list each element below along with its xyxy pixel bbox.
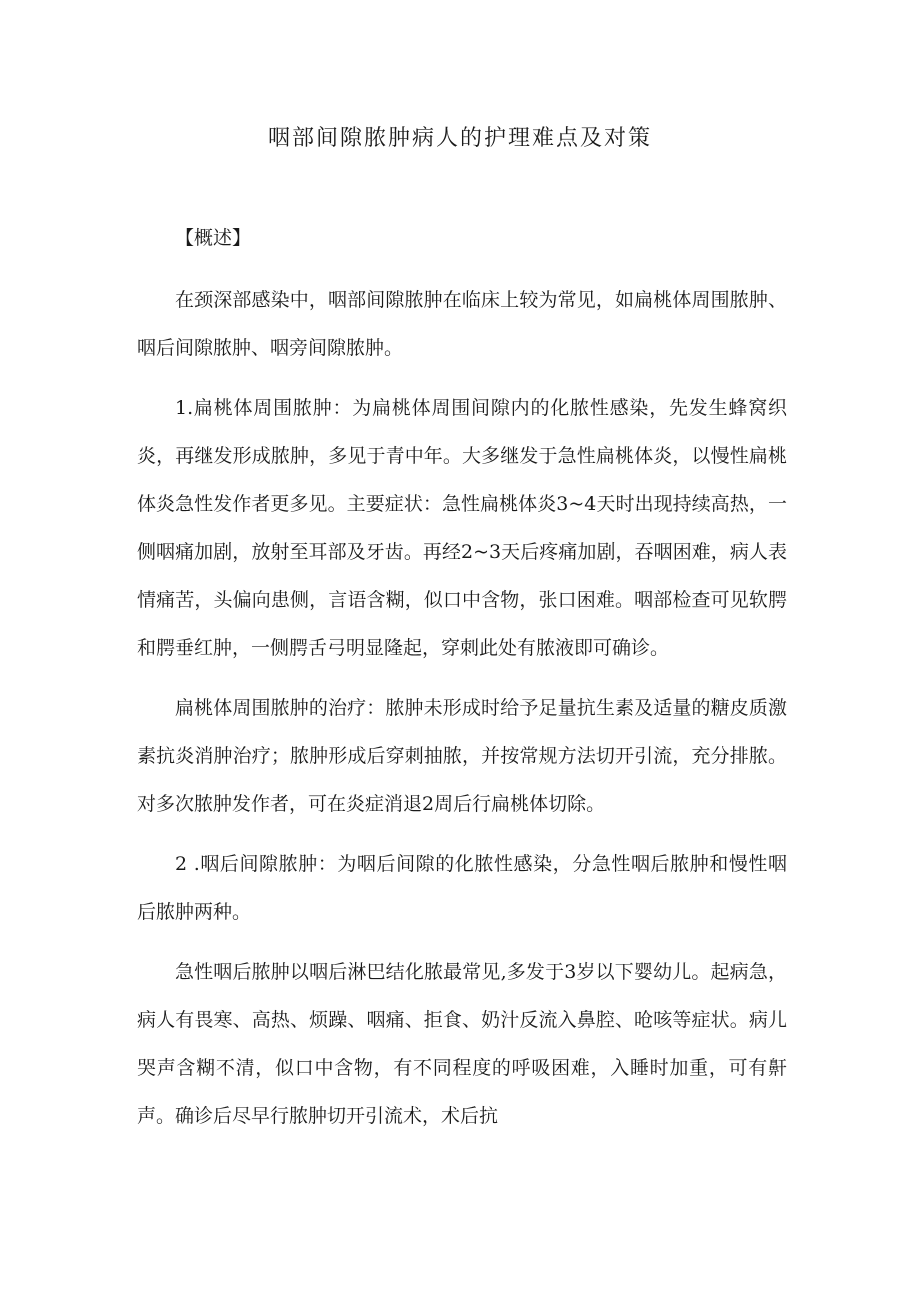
paragraph-acute-retropharyngeal: 急性咽后脓肿以咽后淋巴结化脓最常见,多发于3岁以下婴幼儿。起病急，病人有畏寒、高热、烦躁、咽痛、拒食、奶汁反流入鼻腔、呛咳等症状。病儿哭声含糊不清，似口中含物，有不同程度的呼吸困难，入睡时加重，可有鼾声。确诊后尽早行脓肿切开引流术，术后抗 (137, 961, 787, 1127)
paragraph-peritonsillar-treatment: 扁桃体周围脓肿的治疗：脓肿未形成时给予足量抗生素及适量的糖皮质激素抗炎消肿治疗；脓肿形成后穿刺抽脓，并按常规方法切开引流，充分排脓。对多次脓肿发作者，可在炎症消退2周后行扁桃体切除。 (137, 697, 787, 815)
paragraph-retropharyngeal-abscess: 2 .咽后间隙脓肿：为咽后间隙的化脓性感染，分急性咽后脓肿和慢性咽后脓肿两种。 (137, 853, 787, 923)
document-title: 咽部间隙脓肿病人的护理难点及对策 (267, 126, 652, 151)
paragraph-peritonsillar-abscess: 1.扁桃体周围脓肿：为扁桃体周围间隙内的化脓性感染，先发生蜂窝织炎，再继发形成脓肿，多见于青中年。大多继发于急性扁桃体炎，以慢性扁桃体炎急性发作者更多见。主要症状：急性扁桃体炎3~4天时出现持续高热，一侧咽痛加剧，放射至耳部及牙齿。再经2~3天后疼痛加剧，吞咽困难，病人表情痛苦，头偏向患侧，言语含糊，似口中含物，张口困难。咽部检查可见软腭和腭垂红肿，一侧腭舌弓明显隆起，穿刺此处有脓液即可确诊。 (137, 397, 787, 659)
paragraph-overview: 在颈深部感染中，咽部间隙脓肿在临床上较为常见，如扁桃体周围脓肿、咽后间隙脓肿、咽旁间隙脓肿。 (137, 289, 787, 359)
section-heading: 【概述】 (175, 227, 252, 249)
document-body (137, 214, 787, 1152)
